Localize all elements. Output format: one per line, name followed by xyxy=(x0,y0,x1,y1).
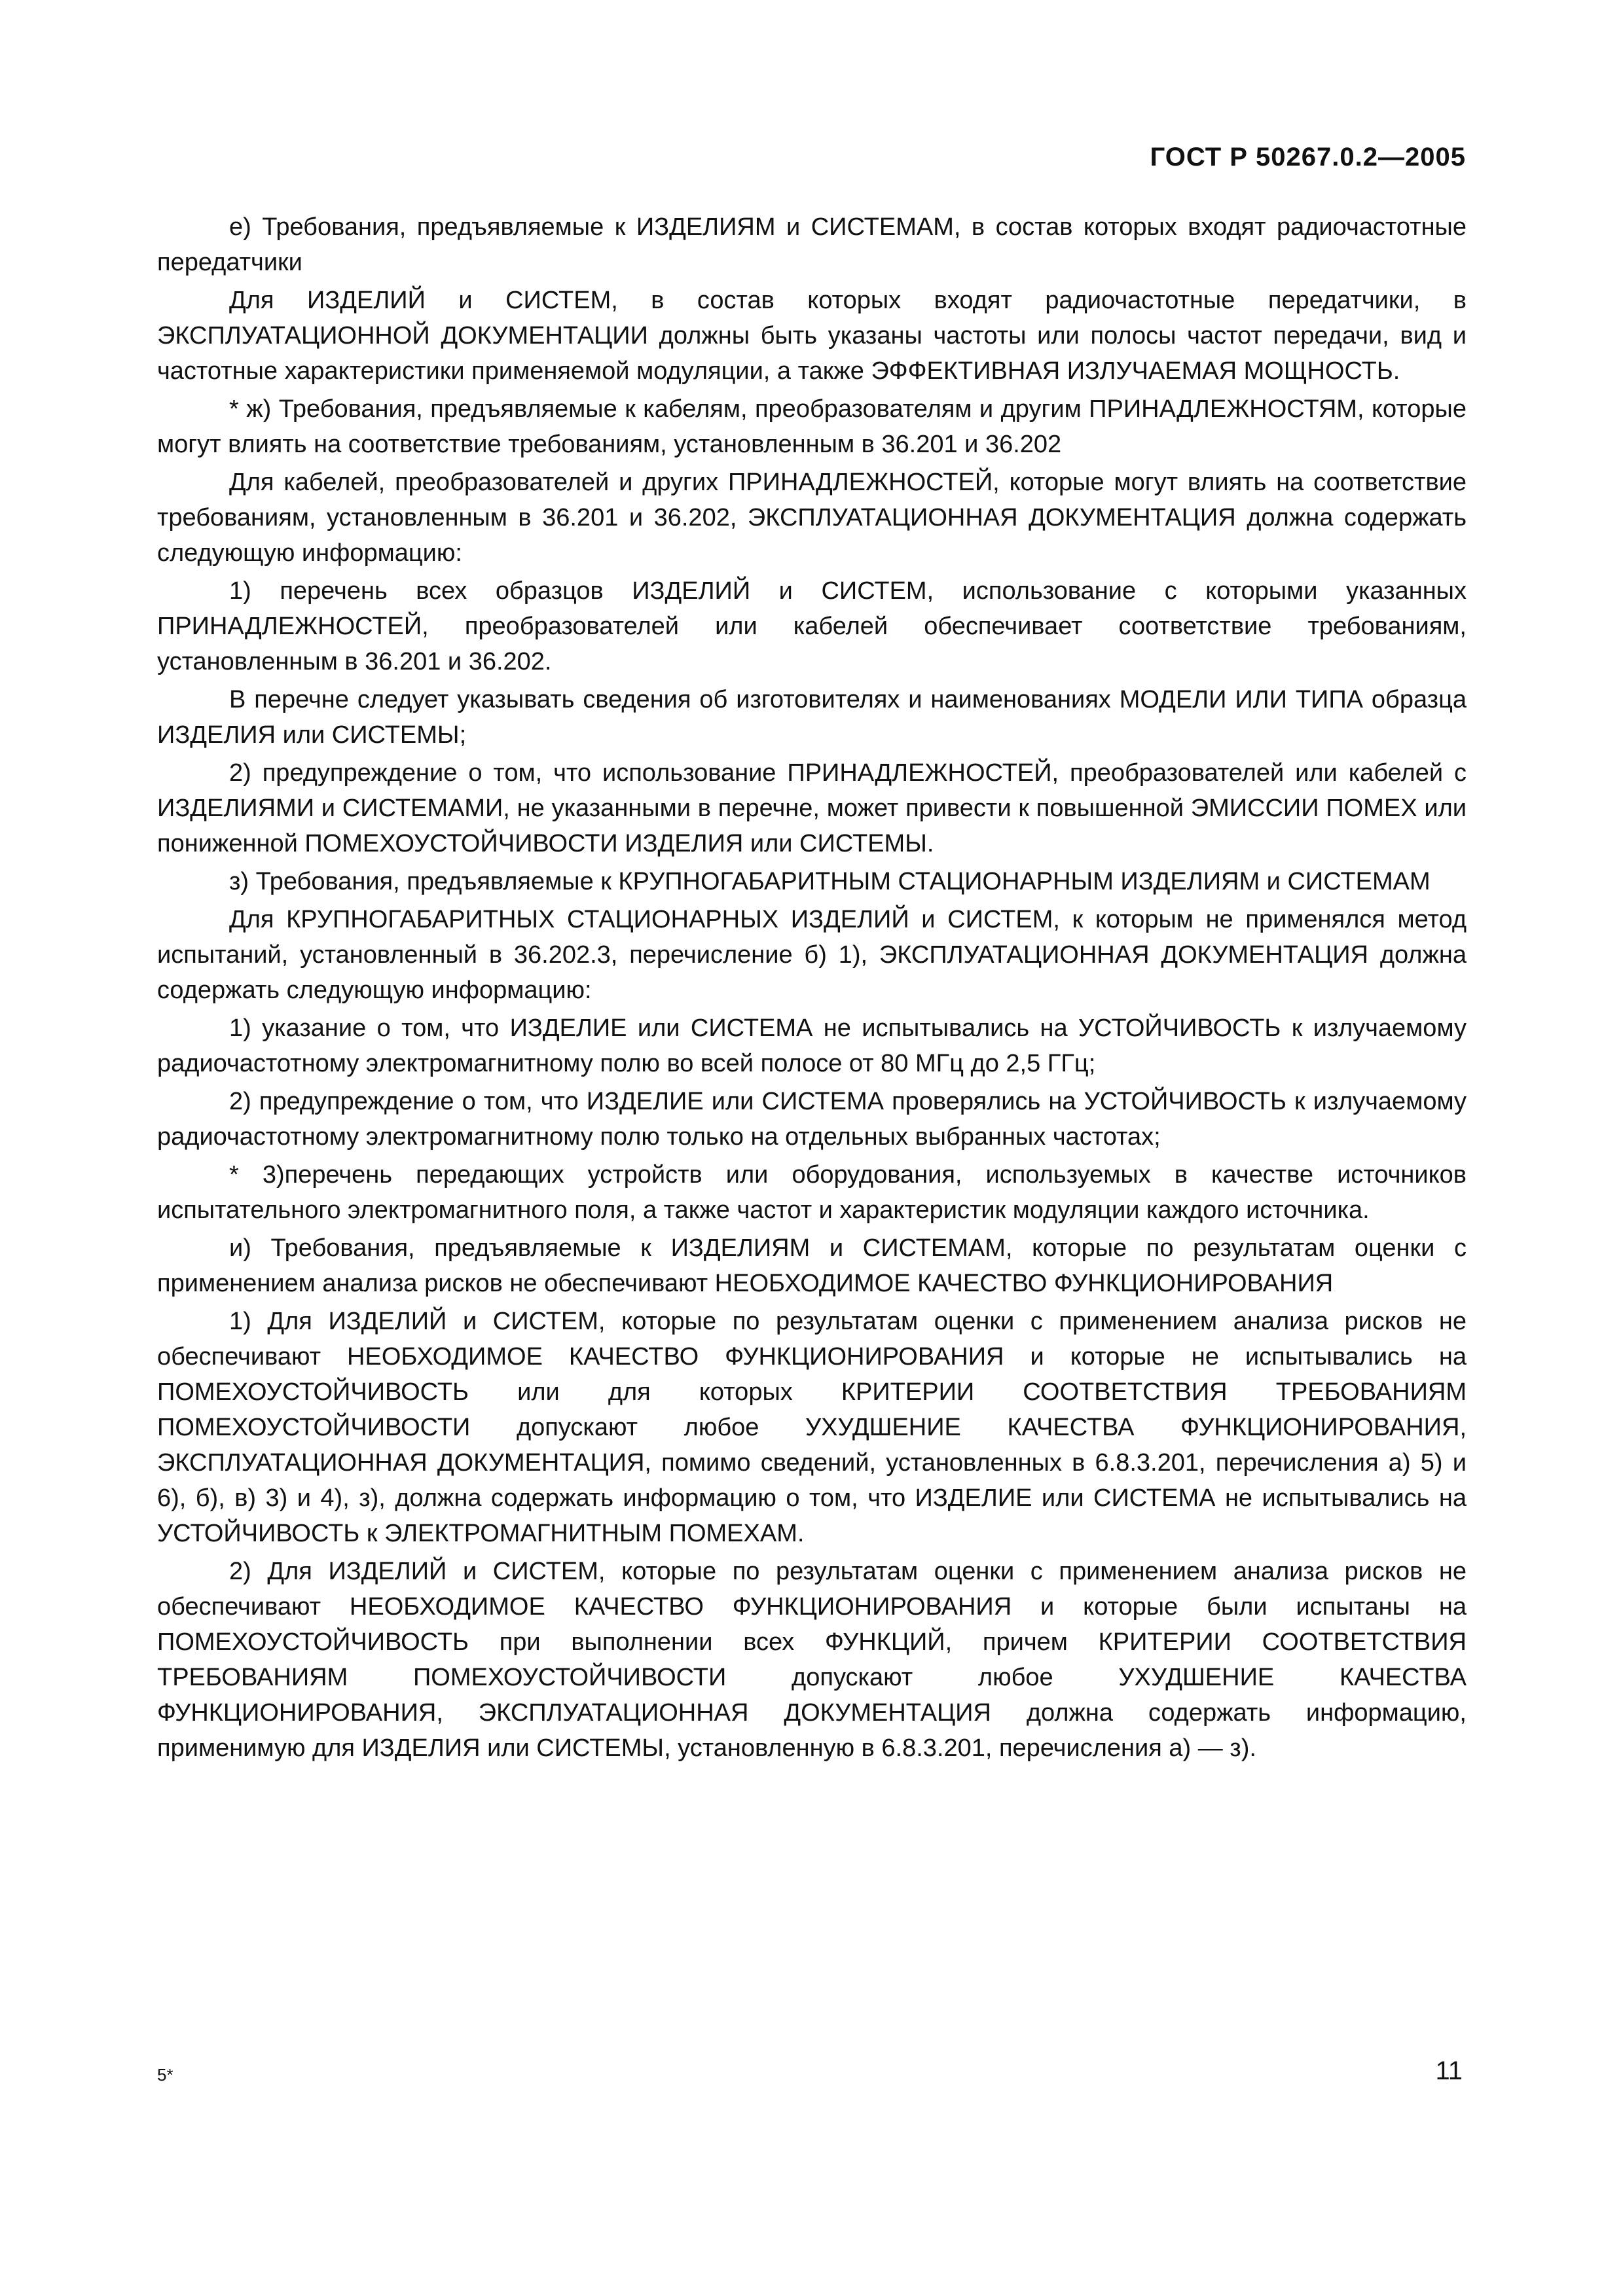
paragraph-z-heading: з) Требования, предъявляемые к КРУПНОГАБАРИТНЫМ СТАЦИОНАРНЫМ ИЗДЕЛИЯМ и СИСТЕМАМ xyxy=(229,868,1431,895)
paragraph-zh-heading: * ж) Требования, предъявляемые к кабелям, преобразователям и другим ПРИНАДЛЕЖНОСТЯМ, которые могут влиять на соответствие требованиям, установленным в 36.201 и 36.202 xyxy=(157,395,1467,458)
paragraph-z-item-3: * 3)перечень передающих устройств или оборудования, используемых в качестве источников испытательного электромагнитного поля, а также частот и характеристик модуляции каждого источника. xyxy=(157,1161,1467,1224)
paragraph-i-item-1: 1) Для ИЗДЕЛИЙ и СИСТЕМ, которые по результатам оценки с применением анализа рисков не обеспечивают НЕОБХОДИМОЕ КАЧЕСТВО ФУНКЦИОНИРОВАНИЯ и которые не испытывались на ПОМЕХОУСТОЙЧИВОСТЬ или для которых КРИТЕРИИ СООТВЕТСТВИЯ ТРЕБОВАНИЯМ ПОМЕХОУСТОЙЧИВОСТИ допускают любое УХУДШЕНИЕ КАЧЕСТВА ФУНКЦИОНИРОВАНИЯ, ЭКСПЛУАТАЦИОННАЯ ДОКУМЕНТАЦИЯ, помимо сведений, установленных в 6.8.3.201, перечисления а) 5) и 6), б), в) 3) и 4), з), должна содержать информацию о том, что ИЗДЕЛИЕ или СИСТЕМА не испытывались на УСТОЙЧИВОСТЬ к ЭЛЕКТРОМАГНИТНЫМ ПОМЕХАМ. xyxy=(157,1308,1467,1547)
sheet-mark: 5* xyxy=(157,2065,173,2085)
paragraph-i-heading: и) Требования, предъявляемые к ИЗДЕЛИЯМ и СИСТЕМАМ, которые по результатам оценки с применением анализа рисков не обеспечивают НЕОБХОДИМОЕ КАЧЕСТВО ФУНКЦИОНИРОВАНИЯ xyxy=(157,1234,1467,1297)
paragraph-z-item-1: 1) указание о том, что ИЗДЕЛИЕ или СИСТЕМА не испытывались на УСТОЙЧИВОСТЬ к излучаемому радиочастотному электромагнитному полю во всей полосе от 80 МГц до 2,5 ГГц; xyxy=(157,1014,1467,1077)
paragraph-zh-item-1: 1) перечень всех образцов ИЗДЕЛИЙ и СИСТЕМ, использование с которыми указанных ПРИНАДЛЕЖНОСТЕЙ, преобразователей или кабелей обеспечивает соответствие требованиям, установленным в 36.201 и 36.202. xyxy=(157,577,1467,675)
paragraph-z-body: Для КРУПНОГАБАРИТНЫХ СТАЦИОНАРНЫХ ИЗДЕЛИЙ и СИСТЕМ, к которым не применялся метод испытаний, установленный в 36.202.3, перечисление б) 1), ЭКСПЛУАТАЦИОННАЯ ДОКУМЕНТАЦИЯ должна содержать следующую информацию: xyxy=(157,906,1467,1004)
paragraph-zh-body: Для кабелей, преобразователей и других ПРИНАДЛЕЖНОСТЕЙ, которые могут влиять на соответствие требованиям, установленным в 36.201 и 36.202, ЭКСПЛУАТАЦИОННАЯ ДОКУМЕНТАЦИЯ должна содержать следующую информацию: xyxy=(157,469,1467,567)
document-standard-header: ГОСТ Р 50267.0.2—2005 xyxy=(1150,143,1466,171)
paragraph-e-body: Для ИЗДЕЛИЙ и СИСТЕМ, в состав которых входят радиочастотные передатчики, в ЭКСПЛУАТАЦИОННОЙ ДОКУМЕНТАЦИИ должны быть указаны частоты или полосы частот передачи, вид и частотные характеристики применяемой модуляции, а также ЭФФЕКТИВНАЯ ИЗЛУЧАЕМАЯ МОЩНОСТЬ. xyxy=(157,287,1467,385)
paragraph-e-heading: е) Требования, предъявляемые к ИЗДЕЛИЯМ и СИСТЕМАМ, в состав которых входят радиочастотные передатчики xyxy=(157,213,1467,276)
paragraph-zh-item-1-note: В перечне следует указывать сведения об изготовителях и наименованиях МОДЕЛИ ИЛИ ТИПА образца ИЗДЕЛИЯ или СИСТЕМЫ; xyxy=(157,686,1467,749)
paragraph-zh-item-2: 2) предупреждение о том, что использование ПРИНАДЛЕЖНОСТЕЙ, преобразователей или кабелей с ИЗДЕЛИЯМИ и СИСТЕМАМИ, не указанными в перечне, может привести к повышенной ЭМИССИИ ПОМЕХ или пониженной ПОМЕХОУСТОЙЧИВОСТИ ИЗДЕЛИЯ или СИСТЕМЫ. xyxy=(157,759,1467,857)
paragraph-z-item-2: 2) предупреждение о том, что ИЗДЕЛИЕ или СИСТЕМА проверялись на УСТОЙЧИВОСТЬ к излучаемому радиочастотному электромагнитному полю только на отдельных выбранных частотах; xyxy=(157,1088,1467,1151)
document-body xyxy=(157,209,1467,1768)
page-number: 11 xyxy=(1435,2056,1463,2085)
paragraph-i-item-2: 2) Для ИЗДЕЛИЙ и СИСТЕМ, которые по результатам оценки с применением анализа рисков не обеспечивают НЕОБХОДИМОЕ КАЧЕСТВО ФУНКЦИОНИРОВАНИЯ и которые были испытаны на ПОМЕХОУСТОЙЧИВОСТЬ при выполнении всех ФУНКЦИЙ, причем КРИТЕРИИ СООТВЕТСТВИЯ ТРЕБОВАНИЯМ ПОМЕХОУСТОЙЧИВОСТИ допускают любое УХУДШЕНИЕ КАЧЕСТВА ФУНКЦИОНИРОВАНИЯ, ЭКСПЛУАТАЦИОННАЯ ДОКУМЕНТАЦИЯ должна содержать информацию, применимую для ИЗДЕЛИЯ или СИСТЕМЫ, установленную в 6.8.3.201, перечисления а) — з). xyxy=(157,1558,1467,1762)
